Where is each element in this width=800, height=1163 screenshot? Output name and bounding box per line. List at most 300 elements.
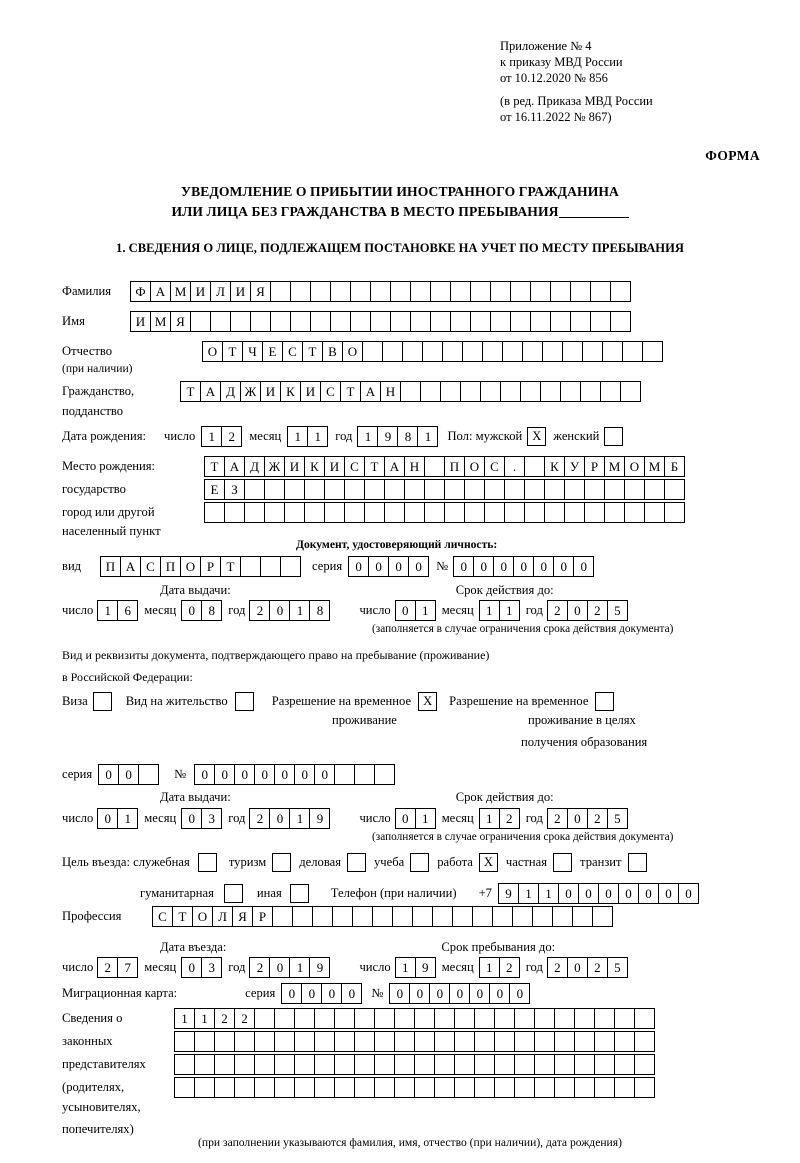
form-cell[interactable]: Ж	[264, 456, 285, 477]
form-cell[interactable]	[500, 381, 521, 402]
form-cell[interactable]	[562, 341, 583, 362]
form-cell[interactable]: О	[202, 341, 223, 362]
form-cell[interactable]	[534, 1008, 555, 1029]
form-cell[interactable]	[254, 1054, 275, 1075]
form-cell[interactable]: 1	[289, 957, 310, 978]
form-cell[interactable]: Н	[380, 381, 401, 402]
form-cell[interactable]: 0	[678, 883, 699, 904]
form-cell[interactable]	[454, 1077, 475, 1098]
form-cell[interactable]	[574, 1054, 595, 1075]
form-cell[interactable]	[604, 479, 625, 500]
form-cell[interactable]	[484, 479, 505, 500]
form-cell[interactable]: Т	[220, 556, 241, 577]
form-cell[interactable]: Т	[302, 341, 323, 362]
form-cell[interactable]	[610, 311, 631, 332]
form-cell[interactable]: Р	[252, 906, 273, 927]
form-cell[interactable]: Я	[170, 311, 191, 332]
form-cell[interactable]	[540, 381, 561, 402]
form-cell[interactable]	[374, 1008, 395, 1029]
form-cell[interactable]: 0	[254, 764, 275, 785]
form-cell[interactable]: 0	[469, 983, 490, 1004]
form-cell[interactable]	[292, 906, 313, 927]
form-cell[interactable]	[344, 479, 365, 500]
form-cell[interactable]	[642, 341, 663, 362]
form-cell[interactable]	[524, 502, 545, 523]
form-cell[interactable]: 0	[573, 556, 594, 577]
form-cell[interactable]: 0	[388, 556, 409, 577]
permit-series-input[interactable]	[98, 764, 158, 785]
form-cell[interactable]: 9	[309, 957, 330, 978]
form-cell[interactable]: 0	[408, 556, 429, 577]
form-cell[interactable]	[284, 502, 305, 523]
form-cell[interactable]	[334, 1054, 355, 1075]
form-cell[interactable]	[444, 479, 465, 500]
form-cell[interactable]: 1	[479, 957, 500, 978]
permit-issue-day-input[interactable]	[97, 808, 137, 829]
form-cell[interactable]	[194, 1054, 215, 1075]
permit-number-input[interactable]	[194, 764, 394, 785]
form-cell[interactable]	[452, 906, 473, 927]
form-cell[interactable]: 1	[194, 1008, 215, 1029]
form-cell[interactable]	[610, 281, 631, 302]
form-cell[interactable]: И	[130, 311, 151, 332]
form-cell[interactable]	[460, 381, 481, 402]
mc-number-input[interactable]	[389, 983, 529, 1004]
form-cell[interactable]: Ч	[242, 341, 263, 362]
form-cell[interactable]	[454, 1054, 475, 1075]
form-cell[interactable]	[470, 311, 491, 332]
form-cell[interactable]: 0	[509, 983, 530, 1004]
form-cell[interactable]	[664, 502, 685, 523]
form-cell[interactable]	[494, 1008, 515, 1029]
form-cell[interactable]	[404, 479, 425, 500]
form-cell[interactable]: 8	[201, 600, 222, 621]
form-cell[interactable]: 3	[201, 808, 222, 829]
permit-issue-month-input[interactable]	[181, 808, 221, 829]
profession-input[interactable]	[152, 906, 612, 927]
form-cell[interactable]	[314, 1008, 335, 1029]
form-cell[interactable]	[592, 906, 613, 927]
form-cell[interactable]: 2	[249, 957, 270, 978]
form-cell[interactable]: 0	[453, 556, 474, 577]
phone-input[interactable]	[498, 883, 698, 904]
form-cell[interactable]: 0	[301, 983, 322, 1004]
form-cell[interactable]: 9	[415, 957, 436, 978]
form-cell[interactable]	[634, 1031, 655, 1052]
form-cell[interactable]	[210, 311, 231, 332]
form-cell[interactable]: 0	[389, 983, 410, 1004]
iddoc-series-input[interactable]	[348, 556, 428, 577]
form-cell[interactable]	[574, 1031, 595, 1052]
form-cell[interactable]	[472, 906, 493, 927]
form-cell[interactable]	[424, 456, 445, 477]
form-cell[interactable]: Ф	[130, 281, 151, 302]
form-cell[interactable]: Д	[244, 456, 265, 477]
form-cell[interactable]	[430, 281, 451, 302]
legal-input-line2[interactable]	[174, 1031, 654, 1052]
purpose-study-checkbox[interactable]	[410, 853, 429, 872]
form-cell[interactable]: Р	[200, 556, 221, 577]
form-cell[interactable]	[590, 281, 611, 302]
form-cell[interactable]	[260, 556, 281, 577]
form-cell[interactable]	[534, 1031, 555, 1052]
form-cell[interactable]	[552, 906, 573, 927]
form-cell[interactable]	[194, 1077, 215, 1098]
form-cell[interactable]	[514, 1054, 535, 1075]
form-cell[interactable]	[270, 311, 291, 332]
form-cell[interactable]: 0	[449, 983, 470, 1004]
form-cell[interactable]: 0	[618, 883, 639, 904]
form-cell[interactable]	[424, 502, 445, 523]
form-cell[interactable]	[434, 1031, 455, 1052]
legal-input-line4[interactable]	[174, 1077, 654, 1098]
form-cell[interactable]	[624, 479, 645, 500]
form-cell[interactable]: 1	[289, 808, 310, 829]
form-cell[interactable]	[310, 281, 331, 302]
entry-day-input[interactable]	[97, 957, 137, 978]
form-cell[interactable]	[564, 479, 585, 500]
form-cell[interactable]: 1	[97, 600, 118, 621]
birth-day-input[interactable]	[201, 426, 241, 447]
form-cell[interactable]: И	[190, 281, 211, 302]
form-cell[interactable]	[334, 1008, 355, 1029]
form-cell[interactable]	[530, 311, 551, 332]
form-cell[interactable]	[254, 1031, 275, 1052]
surname-input[interactable]	[130, 281, 630, 302]
form-cell[interactable]: 0	[473, 556, 494, 577]
form-cell[interactable]	[604, 502, 625, 523]
form-cell[interactable]	[350, 281, 371, 302]
form-cell[interactable]	[414, 1077, 435, 1098]
form-cell[interactable]	[634, 1008, 655, 1029]
form-cell[interactable]	[394, 1031, 415, 1052]
form-cell[interactable]	[272, 906, 293, 927]
form-cell[interactable]	[214, 1031, 235, 1052]
form-cell[interactable]	[384, 502, 405, 523]
form-cell[interactable]: 2	[499, 808, 520, 829]
form-cell[interactable]: 0	[194, 764, 215, 785]
form-cell[interactable]: 0	[321, 983, 342, 1004]
purpose-transit-checkbox[interactable]	[628, 853, 647, 872]
form-cell[interactable]	[570, 281, 591, 302]
form-cell[interactable]	[522, 341, 543, 362]
form-cell[interactable]	[544, 479, 565, 500]
form-cell[interactable]: Т	[180, 381, 201, 402]
form-cell[interactable]	[374, 764, 395, 785]
form-cell[interactable]	[414, 1031, 435, 1052]
form-cell[interactable]: 0	[214, 764, 235, 785]
form-cell[interactable]	[304, 479, 325, 500]
form-cell[interactable]	[520, 381, 541, 402]
form-cell[interactable]	[504, 479, 525, 500]
form-cell[interactable]	[254, 1008, 275, 1029]
form-cell[interactable]: М	[150, 311, 171, 332]
form-cell[interactable]	[138, 764, 159, 785]
form-cell[interactable]: 0	[493, 556, 514, 577]
form-cell[interactable]	[454, 1031, 475, 1052]
form-cell[interactable]	[244, 479, 265, 500]
form-cell[interactable]: У	[564, 456, 585, 477]
form-cell[interactable]: 8	[309, 600, 330, 621]
entry-month-input[interactable]	[181, 957, 221, 978]
form-cell[interactable]: 1	[357, 426, 378, 447]
form-cell[interactable]: 2	[547, 808, 568, 829]
form-cell[interactable]: М	[170, 281, 191, 302]
form-cell[interactable]: 8	[397, 426, 418, 447]
permit-valid-year-input[interactable]	[547, 808, 627, 829]
form-cell[interactable]	[574, 1008, 595, 1029]
form-cell[interactable]	[394, 1008, 415, 1029]
form-cell[interactable]	[510, 311, 531, 332]
form-cell[interactable]: А	[360, 381, 381, 402]
iddoc-valid-day-input[interactable]	[395, 600, 435, 621]
form-cell[interactable]	[382, 341, 403, 362]
form-cell[interactable]	[532, 906, 553, 927]
form-cell[interactable]: А	[200, 381, 221, 402]
form-cell[interactable]: С	[484, 456, 505, 477]
form-cell[interactable]	[270, 281, 291, 302]
form-cell[interactable]	[414, 1054, 435, 1075]
form-cell[interactable]: О	[464, 456, 485, 477]
form-cell[interactable]: 2	[97, 957, 118, 978]
form-cell[interactable]	[550, 281, 571, 302]
form-cell[interactable]	[420, 381, 441, 402]
form-cell[interactable]: И	[230, 281, 251, 302]
form-cell[interactable]: Т	[364, 456, 385, 477]
form-cell[interactable]	[390, 281, 411, 302]
form-cell[interactable]	[550, 311, 571, 332]
form-cell[interactable]: О	[624, 456, 645, 477]
form-cell[interactable]: Т	[204, 456, 225, 477]
form-cell[interactable]: 0	[314, 764, 335, 785]
form-cell[interactable]: 0	[181, 600, 202, 621]
form-cell[interactable]: Ж	[240, 381, 261, 402]
form-cell[interactable]	[554, 1031, 575, 1052]
legal-input-line1[interactable]	[174, 1008, 654, 1029]
form-cell[interactable]: 0	[567, 808, 588, 829]
form-cell[interactable]	[244, 502, 265, 523]
form-cell[interactable]	[594, 1008, 615, 1029]
purpose-tourism-checkbox[interactable]	[272, 853, 291, 872]
form-cell[interactable]	[374, 1054, 395, 1075]
form-cell[interactable]: 0	[567, 957, 588, 978]
mc-series-input[interactable]	[281, 983, 361, 1004]
form-cell[interactable]	[410, 281, 431, 302]
form-cell[interactable]	[534, 1077, 555, 1098]
form-cell[interactable]	[324, 479, 345, 500]
form-cell[interactable]	[414, 1008, 435, 1029]
form-cell[interactable]	[484, 502, 505, 523]
form-cell[interactable]: 0	[97, 808, 118, 829]
form-cell[interactable]: 0	[234, 764, 255, 785]
iddoc-number-input[interactable]	[453, 556, 593, 577]
stay-year-input[interactable]	[547, 957, 627, 978]
form-cell[interactable]: 7	[117, 957, 138, 978]
form-cell[interactable]: 0	[294, 764, 315, 785]
form-cell[interactable]: 0	[598, 883, 619, 904]
form-cell[interactable]: 0	[638, 883, 659, 904]
form-cell[interactable]: З	[224, 479, 245, 500]
form-cell[interactable]	[454, 1008, 475, 1029]
form-cell[interactable]: 1	[117, 808, 138, 829]
form-cell[interactable]	[494, 1054, 515, 1075]
form-cell[interactable]	[564, 502, 585, 523]
form-cell[interactable]	[354, 1077, 375, 1098]
form-cell[interactable]: 9	[377, 426, 398, 447]
form-cell[interactable]	[574, 1077, 595, 1098]
form-cell[interactable]	[490, 281, 511, 302]
form-cell[interactable]: 2	[234, 1008, 255, 1029]
form-cell[interactable]	[534, 1054, 555, 1075]
stay-month-input[interactable]	[479, 957, 519, 978]
form-cell[interactable]: 0	[553, 556, 574, 577]
form-cell[interactable]: И	[284, 456, 305, 477]
form-cell[interactable]: 1	[518, 883, 539, 904]
form-cell[interactable]	[584, 479, 605, 500]
form-cell[interactable]: 2	[214, 1008, 235, 1029]
form-cell[interactable]	[324, 502, 345, 523]
form-cell[interactable]: Д	[220, 381, 241, 402]
form-cell[interactable]: 0	[118, 764, 139, 785]
form-cell[interactable]: 1	[417, 426, 438, 447]
form-cell[interactable]	[412, 906, 433, 927]
form-cell[interactable]	[304, 502, 325, 523]
form-cell[interactable]	[572, 906, 593, 927]
form-cell[interactable]	[482, 341, 503, 362]
form-cell[interactable]: С	[320, 381, 341, 402]
form-cell[interactable]	[422, 341, 443, 362]
form-cell[interactable]: 2	[587, 957, 608, 978]
form-cell[interactable]	[372, 906, 393, 927]
form-cell[interactable]	[580, 381, 601, 402]
purpose-business-checkbox[interactable]	[347, 853, 366, 872]
form-cell[interactable]	[374, 1077, 395, 1098]
form-cell[interactable]: И	[260, 381, 281, 402]
form-cell[interactable]	[462, 341, 483, 362]
form-cell[interactable]: О	[180, 556, 201, 577]
form-cell[interactable]	[410, 311, 431, 332]
form-cell[interactable]	[514, 1077, 535, 1098]
form-cell[interactable]: М	[644, 456, 665, 477]
form-cell[interactable]: 0	[269, 957, 290, 978]
purpose-service-checkbox[interactable]	[198, 853, 217, 872]
form-cell[interactable]	[570, 311, 591, 332]
form-cell[interactable]: 0	[368, 556, 389, 577]
form-cell[interactable]	[174, 1077, 195, 1098]
form-cell[interactable]	[530, 281, 551, 302]
permit-valid-month-input[interactable]	[479, 808, 519, 829]
iddoc-issue-month-input[interactable]	[181, 600, 221, 621]
form-cell[interactable]	[290, 281, 311, 302]
form-cell[interactable]: 1	[289, 600, 310, 621]
form-cell[interactable]: 0	[395, 600, 416, 621]
form-cell[interactable]	[250, 311, 271, 332]
form-cell[interactable]	[280, 556, 301, 577]
form-cell[interactable]: П	[100, 556, 121, 577]
form-cell[interactable]: 0	[513, 556, 534, 577]
form-cell[interactable]	[214, 1054, 235, 1075]
form-cell[interactable]: 0	[348, 556, 369, 577]
form-cell[interactable]: 2	[249, 600, 270, 621]
form-cell[interactable]	[194, 1031, 215, 1052]
form-cell[interactable]	[584, 502, 605, 523]
purpose-work-checkbox[interactable]: X	[479, 853, 498, 872]
form-cell[interactable]	[354, 1031, 375, 1052]
form-cell[interactable]	[374, 1031, 395, 1052]
form-cell[interactable]	[354, 1054, 375, 1075]
purpose-other-checkbox[interactable]	[290, 884, 309, 903]
form-cell[interactable]: Е	[204, 479, 225, 500]
form-cell[interactable]	[214, 1077, 235, 1098]
form-cell[interactable]: Б	[664, 456, 685, 477]
form-cell[interactable]	[474, 1054, 495, 1075]
form-cell[interactable]	[314, 1031, 335, 1052]
form-cell[interactable]	[294, 1008, 315, 1029]
form-cell[interactable]	[622, 341, 643, 362]
form-cell[interactable]: Т	[172, 906, 193, 927]
iddoc-valid-month-input[interactable]	[479, 600, 519, 621]
form-cell[interactable]	[294, 1077, 315, 1098]
form-cell[interactable]	[614, 1077, 635, 1098]
form-cell[interactable]: 1	[174, 1008, 195, 1029]
form-cell[interactable]	[332, 906, 353, 927]
visa-checkbox[interactable]	[93, 692, 112, 711]
form-cell[interactable]: 1	[479, 600, 500, 621]
form-cell[interactable]	[442, 341, 463, 362]
form-cell[interactable]	[330, 311, 351, 332]
form-cell[interactable]	[264, 479, 285, 500]
form-cell[interactable]: В	[322, 341, 343, 362]
legal-input-line3[interactable]	[174, 1054, 654, 1075]
form-cell[interactable]: 5	[607, 600, 628, 621]
birth-year-input[interactable]	[357, 426, 437, 447]
form-cell[interactable]: С	[282, 341, 303, 362]
form-cell[interactable]: А	[224, 456, 245, 477]
form-cell[interactable]: 0	[269, 808, 290, 829]
iddoc-kind-input[interactable]	[100, 556, 300, 577]
form-cell[interactable]	[274, 1008, 295, 1029]
sex-male-checkbox[interactable]: X	[527, 427, 546, 446]
form-cell[interactable]	[494, 1077, 515, 1098]
form-cell[interactable]	[614, 1054, 635, 1075]
stay-day-input[interactable]	[395, 957, 435, 978]
form-cell[interactable]: К	[544, 456, 565, 477]
form-cell[interactable]: Е	[262, 341, 283, 362]
form-cell[interactable]	[334, 1077, 355, 1098]
form-cell[interactable]	[264, 502, 285, 523]
form-cell[interactable]: 0	[567, 600, 588, 621]
form-cell[interactable]	[240, 556, 261, 577]
form-cell[interactable]	[644, 479, 665, 500]
form-cell[interactable]: П	[444, 456, 465, 477]
form-cell[interactable]: 0	[578, 883, 599, 904]
form-cell[interactable]: П	[160, 556, 181, 577]
form-cell[interactable]	[470, 281, 491, 302]
form-cell[interactable]: А	[384, 456, 405, 477]
permit-valid-day-input[interactable]	[395, 808, 435, 829]
iddoc-valid-year-input[interactable]	[547, 600, 627, 621]
form-cell[interactable]: К	[304, 456, 325, 477]
citizenship-input[interactable]	[180, 381, 640, 402]
purpose-humanitarian-checkbox[interactable]	[224, 884, 243, 903]
sex-female-checkbox[interactable]	[604, 427, 623, 446]
form-cell[interactable]	[434, 1008, 455, 1029]
form-cell[interactable]: 9	[309, 808, 330, 829]
form-cell[interactable]: С	[140, 556, 161, 577]
form-cell[interactable]: Л	[212, 906, 233, 927]
form-cell[interactable]	[502, 341, 523, 362]
form-cell[interactable]: 0	[658, 883, 679, 904]
